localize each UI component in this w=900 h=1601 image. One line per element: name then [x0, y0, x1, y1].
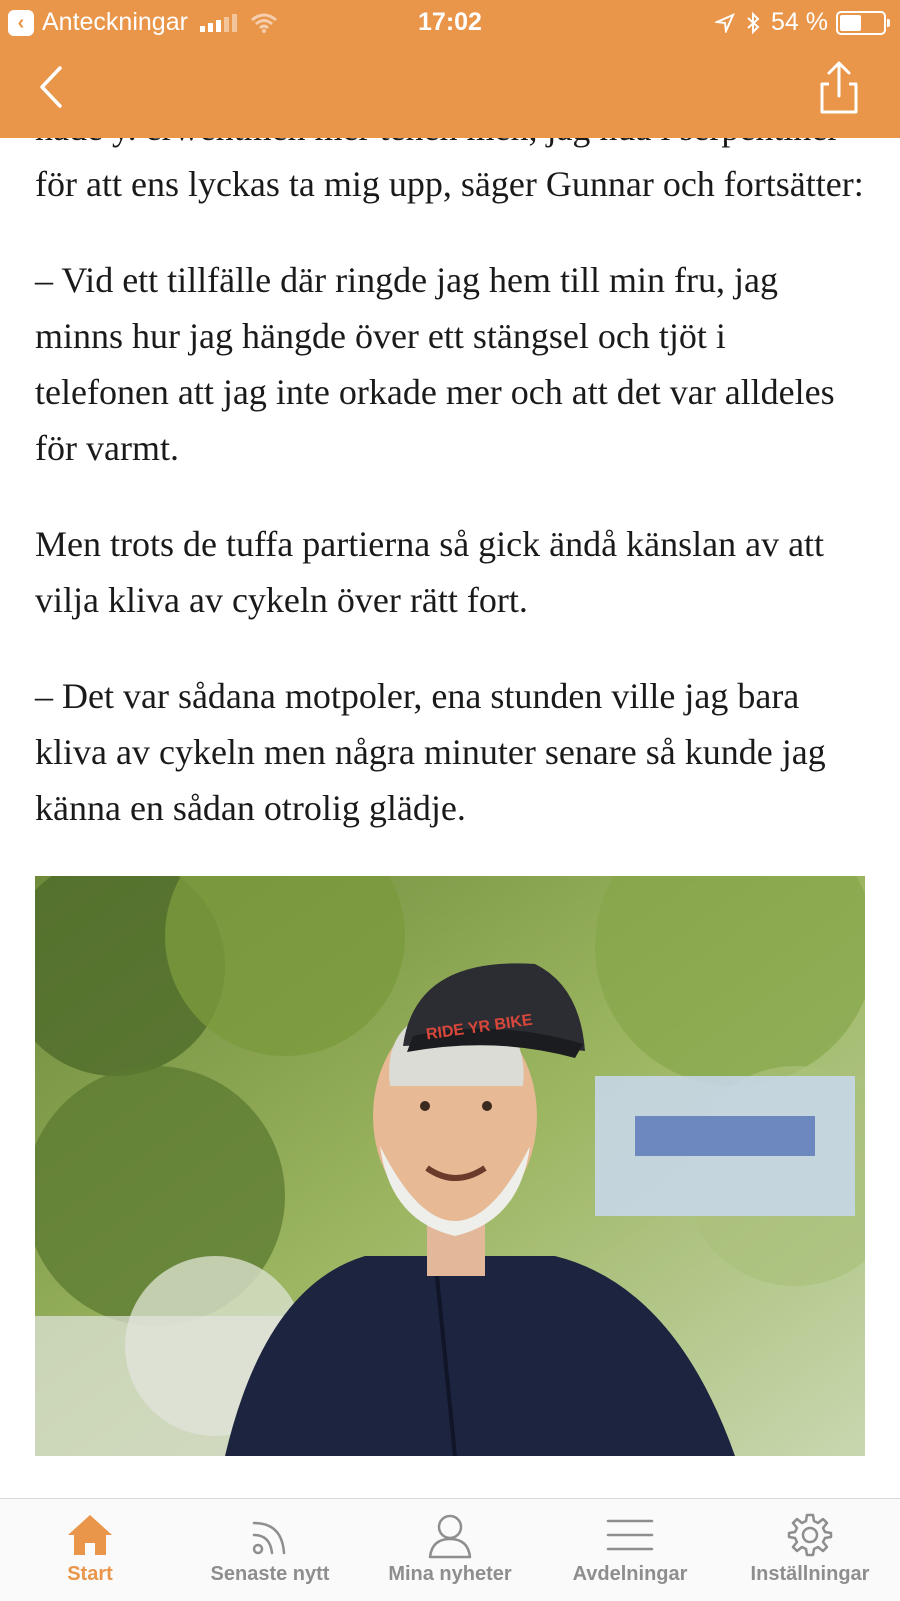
rss-icon: [244, 1509, 296, 1561]
tab-label: Inställningar: [750, 1563, 870, 1585]
gear-icon: [784, 1509, 836, 1561]
status-bar: [0, 0, 900, 44]
tab-start[interactable]: [0, 1499, 180, 1601]
tab-label: Senaste nytt: [210, 1563, 330, 1585]
tab-label: Start: [67, 1563, 113, 1585]
tab-senaste-nytt[interactable]: [180, 1499, 360, 1601]
bluetooth-icon: [745, 11, 761, 35]
back-button[interactable]: [28, 62, 78, 112]
tab-bar: [0, 1498, 900, 1601]
home-icon: [64, 1509, 116, 1561]
cap-text: RIDE YR BIKE: [425, 1011, 534, 1044]
tab-label: Mina nyheter: [388, 1563, 512, 1585]
article-photo[interactable]: [35, 876, 865, 1456]
location-arrow-icon: [715, 13, 735, 33]
battery-percent: 54 %: [771, 8, 828, 36]
status-time: 17:02: [418, 8, 482, 36]
tab-installningar[interactable]: [720, 1499, 900, 1601]
back-to-app-icon[interactable]: ‹: [8, 10, 34, 36]
article-paragraph: för att ens lyckas ta mig upp, säger Gunnar och fortsätter:: [35, 164, 864, 204]
share-button[interactable]: [814, 60, 864, 116]
tab-avdelningar[interactable]: [540, 1499, 720, 1601]
battery-icon: [836, 11, 886, 35]
article-paragraph: – Vid ett tillfälle där ringde jag hem till min fru, jag minns hur jag hängde över ett stängsel och tjöt i telefonen att jag inte orkade mer och att det var alldeles för varmt.: [35, 260, 835, 468]
tab-label: Avdelningar: [572, 1563, 688, 1585]
tab-mina-nyheter[interactable]: [360, 1499, 540, 1601]
article-body: [35, 100, 865, 1456]
menu-icon: [604, 1509, 656, 1561]
article-paragraph: – Det var sådana motpoler, ena stunden ville jag bara kliva av cykeln men några minuter senare så kunde jag känna en sådan otrolig glädje.: [35, 676, 826, 828]
back-app-label[interactable]: Anteckningar: [42, 8, 188, 36]
person-icon: [424, 1509, 476, 1561]
app-header: [0, 0, 900, 138]
status-right: [715, 8, 886, 37]
article-paragraph: Men trots de tuffa partierna så gick ändå känslan av att vilja kliva av cykeln över rätt fort.: [35, 524, 825, 620]
